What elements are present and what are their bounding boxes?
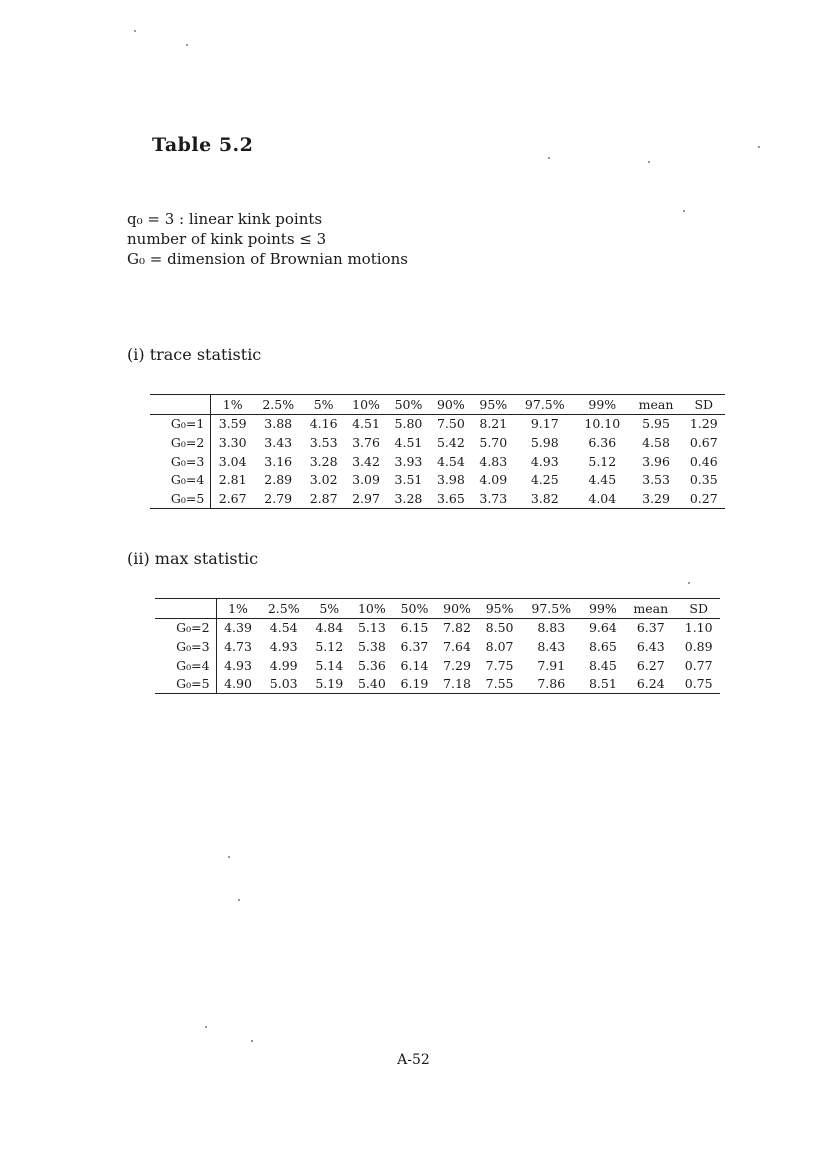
table-cell: 4.93 [269,638,298,654]
table-row [155,674,720,693]
table-cell: 4.84 [315,620,344,636]
table-cell: 4.25 [530,472,559,488]
column-header: 5% [308,599,351,619]
column-header: 10% [345,395,387,415]
table-cell: 7.82 [443,620,471,636]
table-cell: 7.29 [443,657,471,673]
row-label: G₀=3 [150,452,211,471]
table-row [150,470,725,489]
header-line-kink-points: number of kink points ≤ 3 [127,230,327,248]
table-cell: 5.98 [530,434,559,450]
row-label: G₀=2 [155,618,216,637]
table-cell: 3.28 [387,489,429,508]
column-header: 50% [387,395,429,415]
table-cell: 8.21 [479,416,508,432]
table-cell: 5.70 [479,434,508,450]
column-header: SD [677,599,720,619]
column-header: 97.5% [515,395,576,415]
table-row [150,414,725,433]
table-cell: 4.39 [224,620,252,636]
column-header: 2.5% [254,395,302,415]
table-cell: 6.24 [624,674,677,693]
column-header: 10% [351,599,394,619]
corner-cell [150,395,211,415]
column-header: 90% [430,395,472,415]
column-header: 97.5% [521,599,582,619]
table-cell: 3.29 [630,489,683,508]
row-label: G₀=4 [150,470,211,489]
table-title: Table 5.2 [152,134,254,156]
table-cell: 1.10 [684,620,713,636]
table-cell: 7.86 [521,674,582,693]
scan-speck [758,146,760,148]
row-label: G₀=5 [155,674,216,693]
table-cell: 2.97 [345,489,387,508]
table-cell: 5.14 [315,657,344,673]
table-cell: 9.17 [530,416,559,432]
column-header: 99% [575,395,630,415]
table-cell: 6.14 [400,657,429,673]
table-cell: 8.45 [588,657,617,673]
row-label: G₀=2 [150,433,211,452]
table-cell: 3.02 [309,472,338,488]
column-header: 95% [472,395,514,415]
row-label: G₀=5 [150,489,211,508]
scan-speck [134,30,136,32]
table-cell: 3.98 [436,472,465,488]
table-cell: 3.43 [264,434,293,450]
table-cell: 5.42 [436,434,465,450]
table-cell: 8.50 [485,620,514,636]
table-cell: 6.15 [400,620,429,636]
section-heading-max: (ii) max statistic [127,549,259,568]
table-cell: 3.51 [394,472,423,488]
table-cell: 7.18 [436,674,479,693]
scan-speck [205,1026,207,1028]
table-cell: 4.93 [530,453,559,469]
table-cell: 5.19 [308,674,351,693]
table-cell: 3.09 [352,472,380,488]
table-cell: 4.54 [436,453,465,469]
table-cell: 0.35 [689,472,718,488]
table-cell: 5.95 [642,416,670,432]
table-cell: 3.93 [394,453,423,469]
table-cell: 0.75 [677,674,720,693]
table-cell: 6.37 [636,620,665,636]
table-cell: 5.03 [259,674,308,693]
table-cell: 6.36 [588,434,617,450]
row-label: G₀=3 [155,637,216,656]
column-header: 95% [478,599,521,619]
table-cell: 4.54 [269,620,298,636]
scan-speck [683,210,685,212]
section-heading-trace: (i) trace statistic [127,345,262,364]
table-row [150,489,725,508]
max-statistic-table [155,598,720,694]
table-cell: 3.16 [264,453,293,469]
table-cell: 7.75 [485,657,514,673]
table-cell: 4.90 [216,674,259,693]
table-row [150,433,725,452]
table-cell: 3.59 [218,416,247,432]
row-label: G₀=1 [150,414,211,433]
trace-statistic-table [150,394,725,509]
column-header: mean [624,599,677,619]
table-cell: 8.07 [485,638,514,654]
table-cell: 0.27 [683,489,725,508]
table-cell: 2.67 [211,489,254,508]
table-cell: 8.51 [582,674,625,693]
page-number: A-52 [397,1052,430,1068]
table-cell: 5.13 [357,620,386,636]
table-cell: 5.12 [315,638,344,654]
corner-cell [155,599,216,619]
table-cell: 3.96 [642,453,670,469]
table-cell: 3.73 [472,489,514,508]
column-header: 1% [216,599,259,619]
table-cell: 0.46 [689,453,718,469]
table-cell: 4.04 [575,489,630,508]
table-row [155,637,720,656]
table-cell: 2.79 [254,489,302,508]
table-cell: 4.45 [588,472,617,488]
scan-speck [688,582,690,584]
table-cell: 3.53 [309,434,338,450]
table-cell: 3.28 [309,453,338,469]
table-cell: 4.93 [224,657,252,673]
table-header-row [150,395,725,415]
column-header: 1% [211,395,254,415]
table-cell: 3.53 [642,472,670,488]
table-cell: 10.10 [584,416,621,432]
table-cell: 7.50 [436,416,465,432]
table-cell: 1.29 [689,416,718,432]
table-cell: 0.89 [684,638,713,654]
table-cell: 2.89 [264,472,293,488]
table-row [155,618,720,637]
table-cell: 6.43 [636,638,665,654]
header-line-q0: q₀ = 3 : linear kink points [127,210,323,228]
table-cell: 6.37 [400,638,429,654]
table-row [155,656,720,675]
table-cell: 6.19 [393,674,436,693]
table-cell: 4.58 [642,434,670,450]
table-cell: 4.16 [309,416,338,432]
table-cell: 4.99 [269,657,298,673]
column-header: 50% [393,599,436,619]
table-cell: 3.82 [515,489,576,508]
table-cell: 5.38 [357,638,386,654]
column-header: mean [630,395,683,415]
table-cell: 9.64 [588,620,617,636]
table-cell: 7.64 [443,638,471,654]
table-cell: 4.51 [394,434,423,450]
table-cell: 3.30 [218,434,247,450]
table-cell: 8.65 [588,638,617,654]
column-header: 90% [436,599,479,619]
table-cell: 3.42 [352,453,380,469]
table-cell: 8.43 [537,638,566,654]
table-cell: 3.04 [218,453,247,469]
table-cell: 5.80 [394,416,423,432]
table-cell: 2.87 [302,489,344,508]
column-header: SD [683,395,725,415]
table-cell: 0.67 [689,434,718,450]
table-cell: 5.36 [357,657,386,673]
table-row [150,452,725,471]
row-label: G₀=4 [155,656,216,675]
scan-speck [648,161,650,163]
header-line-g0: G₀ = dimension of Brownian motions [127,250,408,268]
scan-speck [228,856,230,858]
scan-speck [251,1040,253,1042]
table-cell: 6.27 [636,657,665,673]
table-cell: 4.51 [352,416,380,432]
table-cell: 8.83 [537,620,566,636]
table-cell: 7.91 [537,657,566,673]
column-header: 5% [302,395,344,415]
column-header: 2.5% [259,599,308,619]
table-cell: 4.09 [479,472,508,488]
table-cell: 0.77 [684,657,713,673]
scan-speck [238,899,240,901]
table-cell: 3.65 [430,489,472,508]
scan-speck [548,157,550,159]
table-cell: 4.83 [479,453,508,469]
table-cell: 3.76 [352,434,380,450]
scan-speck [186,44,188,46]
table-header-row [155,599,720,619]
table-cell: 4.73 [224,638,252,654]
column-header: 99% [582,599,625,619]
table-cell: 7.55 [478,674,521,693]
table-cell: 5.40 [351,674,394,693]
table-cell: 2.81 [218,472,247,488]
table-cell: 5.12 [588,453,617,469]
table-cell: 3.88 [264,416,293,432]
